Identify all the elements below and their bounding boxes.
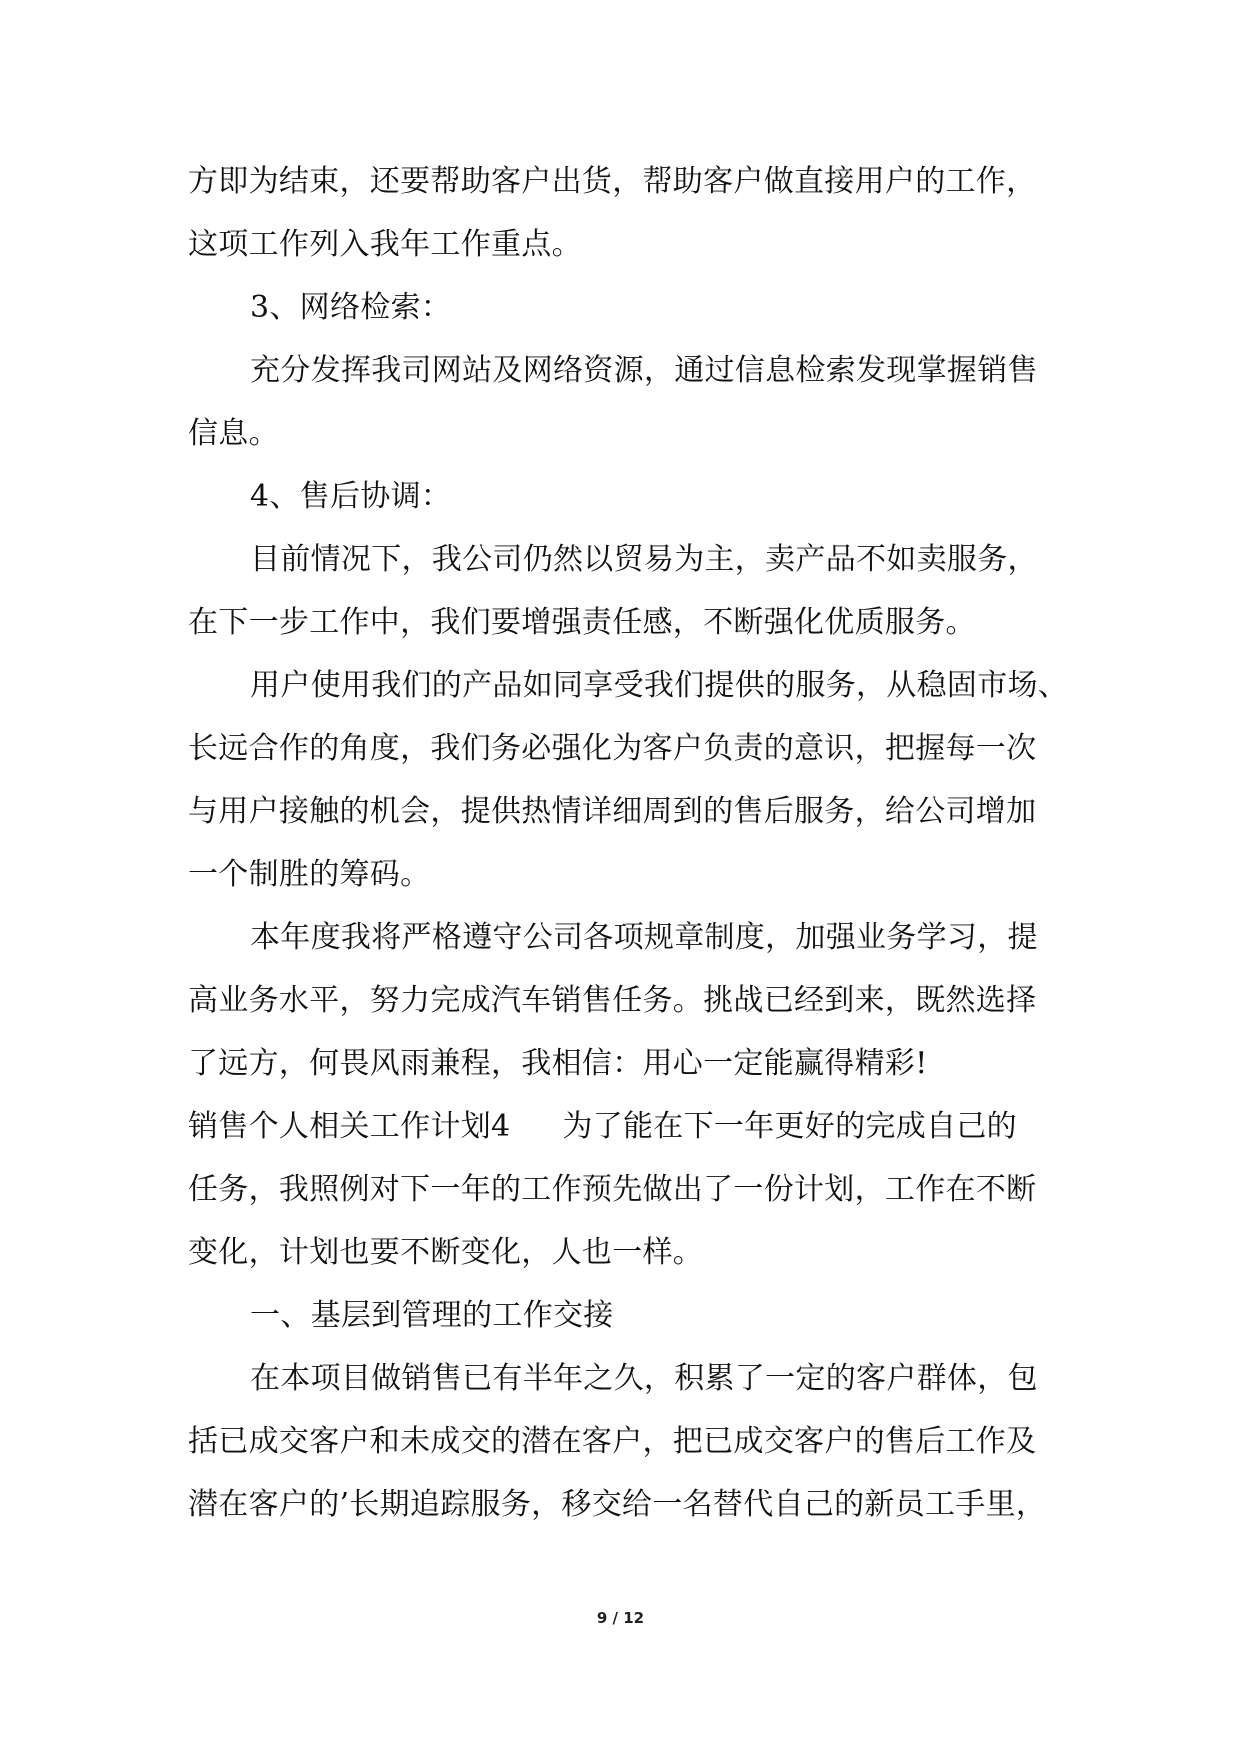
text-line: 方即为结束，还要帮助客户出货，帮助客户做直接用户的工作， <box>188 164 1037 199</box>
text-line: 在下一步工作中，我们要增强责任感，不断强化优质服务。 <box>188 605 976 640</box>
plan-title: 销售个人相关工作计划4 <box>188 1109 511 1144</box>
text-line: 长远合作的角度，我们务必强化为客户负责的意识，把握每一次 <box>188 731 1037 766</box>
text-line: 充分发挥我司网站及网络资源，通过信息检索发现掌握销售 <box>250 353 1038 388</box>
text-line: 本年度我将严格遵守公司各项规章制度，加强业务学习，提 <box>250 920 1038 955</box>
text-line: 用户使用我们的产品如同享受我们提供的服务，从稳固市场、 <box>250 668 1069 703</box>
section-heading: 4、售后协调： <box>250 479 452 514</box>
text-line: 一个制胜的筹码。 <box>188 857 431 892</box>
document-body <box>188 150 1069 1536</box>
text-line: 目前情况下，我公司仍然以贸易为主，卖产品不如卖服务， <box>250 542 1038 577</box>
text-line: 潜在客户的’长期追踪服务，移交给一名替代自己的新员工手里， <box>188 1487 1047 1522</box>
section-heading: 3、网络检索： <box>250 290 452 325</box>
text-line: 括已成交客户和未成交的潜在客户，把已成交客户的售后工作及 <box>188 1424 1037 1459</box>
text-line: 变化，计划也要不断变化，人也一样。 <box>188 1235 704 1270</box>
plan-title-line <box>188 1095 1058 1158</box>
text-line: 信息。 <box>188 416 279 451</box>
section-heading: 一、基层到管理的工作交接 <box>250 1298 614 1333</box>
text-line: 高业务水平，努力完成汽车销售任务。挑战已经到来，既然选择 <box>188 983 1037 1018</box>
page-number: 9 / 12 <box>596 1609 645 1627</box>
text-line: 为了能在下一年更好的完成自己的 <box>562 1109 1017 1144</box>
text-line: 任务，我照例对下一年的工作预先做出了一份计划，工作在不断 <box>188 1172 1037 1207</box>
text-line: 这项工作列入我年工作重点。 <box>188 227 582 262</box>
text-line: 与用户接触的机会，提供热情详细周到的售后服务，给公司增加 <box>188 794 1037 829</box>
text-line: 在本项目做销售已有半年之久，积累了一定的客户群体，包 <box>250 1361 1038 1396</box>
text-line: 了远方，何畏风雨兼程，我相信：用心一定能赢得精彩! <box>188 1046 928 1081</box>
